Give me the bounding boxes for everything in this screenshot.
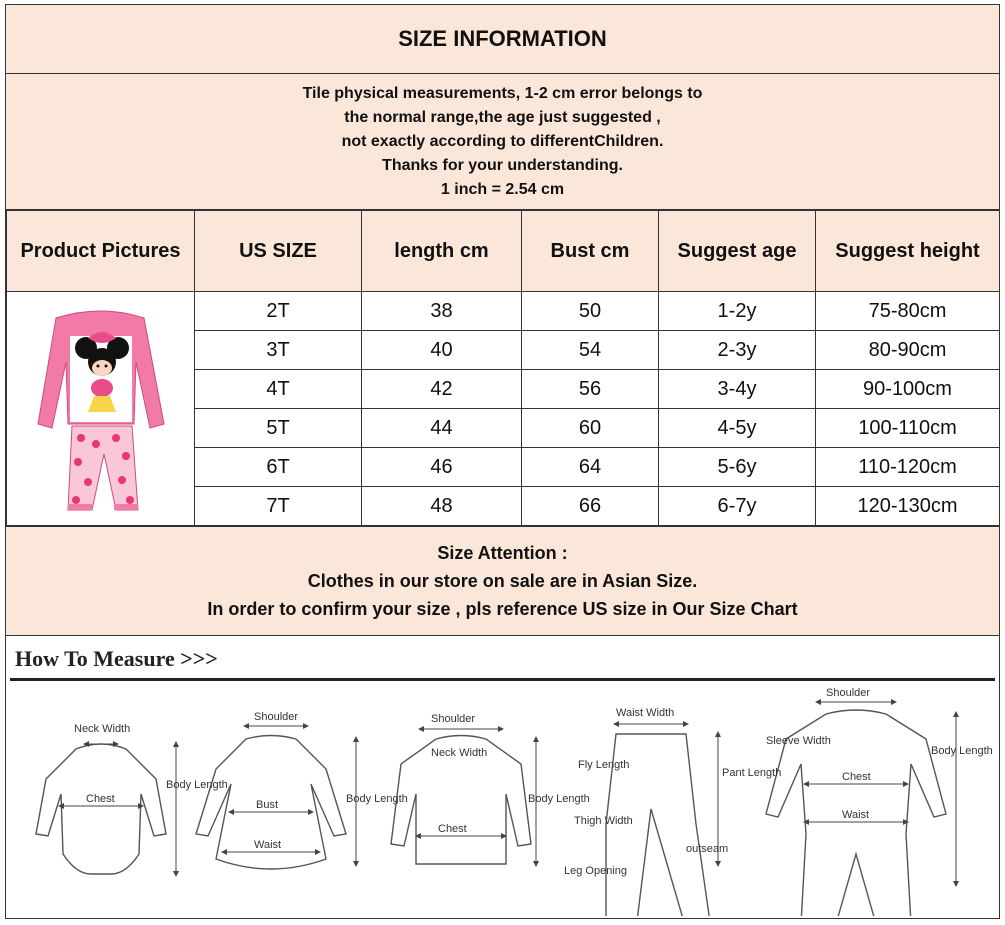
cell-us-size: 5T (195, 409, 362, 448)
cell-bust: 66 (522, 487, 659, 526)
note-line: Tile physical measurements, 1-2 cm error belongs to (302, 84, 703, 102)
cell-height: 75-80cm (816, 292, 1000, 331)
cell-us-size: 6T (195, 448, 362, 487)
cell-us-size: 4T (195, 370, 362, 409)
size-chart (5, 4, 1000, 636)
cell-length: 38 (362, 292, 522, 331)
label-chest-romper: Chest (842, 771, 871, 783)
attention-line: In order to confirm your size , pls reference US size in Our Size Chart (207, 599, 798, 619)
label-sleeve-width: Sleeve Width (766, 735, 831, 747)
cell-age: 5-6y (659, 448, 816, 487)
cell-length: 42 (362, 370, 522, 409)
cell-age: 2-3y (659, 331, 816, 370)
cell-height: 90-100cm (816, 370, 1000, 409)
label-chest-shirt: Chest (438, 823, 467, 835)
cell-age: 6-7y (659, 487, 816, 526)
cell-bust: 54 (522, 331, 659, 370)
cell-us-size: 2T (195, 292, 362, 331)
cell-age: 4-5y (659, 409, 816, 448)
cell-bust: 60 (522, 409, 659, 448)
label-thigh-width: Thigh Width (574, 815, 633, 827)
measure-diagrams (6, 684, 999, 916)
cell-bust: 50 (522, 292, 659, 331)
label-waist-romper: Waist (842, 809, 870, 821)
note-line: 1 inch = 2.54 cm (440, 180, 565, 198)
label-outseam: outseam (686, 843, 729, 855)
label-leg-opening: Leg Opening (564, 865, 627, 877)
cell-height: 80-90cm (816, 331, 1000, 370)
cell-bust: 64 (522, 448, 659, 487)
label-body-length-romper: Body Length (931, 745, 993, 757)
note-line: not exactly according to differentChildren. (341, 132, 664, 150)
header-suggest-age: Suggest age (659, 211, 816, 292)
label-neck-width-shirt: Neck Width (431, 747, 488, 759)
cell-age: 3-4y (659, 370, 816, 409)
attention-heading: Size Attention : (437, 543, 568, 563)
label-body-length-shirt: Body Length (528, 793, 590, 805)
label-waist-width: Waist Width (616, 707, 675, 719)
label-body-length-dress: Body Length (346, 793, 408, 805)
pajama-set-image (26, 296, 176, 516)
table-row (7, 292, 1000, 331)
cell-length: 46 (362, 448, 522, 487)
label-pant-length: Pant Length (722, 767, 782, 779)
cell-height: 100-110cm (816, 409, 1000, 448)
header-bust: Bust cm (522, 211, 659, 292)
header-product-pictures: Product Pictures (7, 211, 195, 292)
size-attention (6, 526, 999, 635)
cell-us-size: 7T (195, 487, 362, 526)
cell-length: 48 (362, 487, 522, 526)
cell-height: 120-130cm (816, 487, 1000, 526)
cell-us-size: 3T (195, 331, 362, 370)
attention-line: Clothes in our store on sale are in Asian Size. (307, 571, 698, 591)
note-line: the normal range,the age just suggested , (344, 108, 661, 126)
cell-height: 110-120cm (816, 448, 1000, 487)
label-waist: Waist (254, 839, 282, 851)
label-shoulder-shirt: Shoulder (431, 713, 476, 725)
label-bust: Bust (256, 799, 279, 811)
table-header-row (7, 211, 1000, 292)
size-table (6, 210, 1000, 526)
cell-length: 40 (362, 331, 522, 370)
header-us-size: US SIZE (195, 211, 362, 292)
how-to-measure-section (5, 636, 1000, 919)
product-picture (7, 292, 195, 526)
cell-bust: 56 (522, 370, 659, 409)
how-to-measure-title: How To Measure >>> (15, 646, 218, 671)
label-shoulder: Shoulder (254, 711, 299, 723)
label-neck-width: Neck Width (74, 723, 131, 735)
note-line: Thanks for your understanding. (382, 156, 623, 174)
label-shoulder-romper: Shoulder (826, 687, 871, 699)
label-fly-length: Fly Length (578, 759, 630, 771)
divider (10, 678, 995, 681)
label-body-length: Body Length (166, 779, 228, 791)
measurement-note (6, 74, 999, 210)
header-suggest-height: Suggest height (816, 211, 1000, 292)
header-length: length cm (362, 211, 522, 292)
cell-age: 1-2y (659, 292, 816, 331)
cell-length: 44 (362, 409, 522, 448)
label-chest: Chest (86, 793, 115, 805)
page-title: SIZE INFORMATION (6, 5, 999, 74)
bodysuit-outline (36, 744, 166, 874)
